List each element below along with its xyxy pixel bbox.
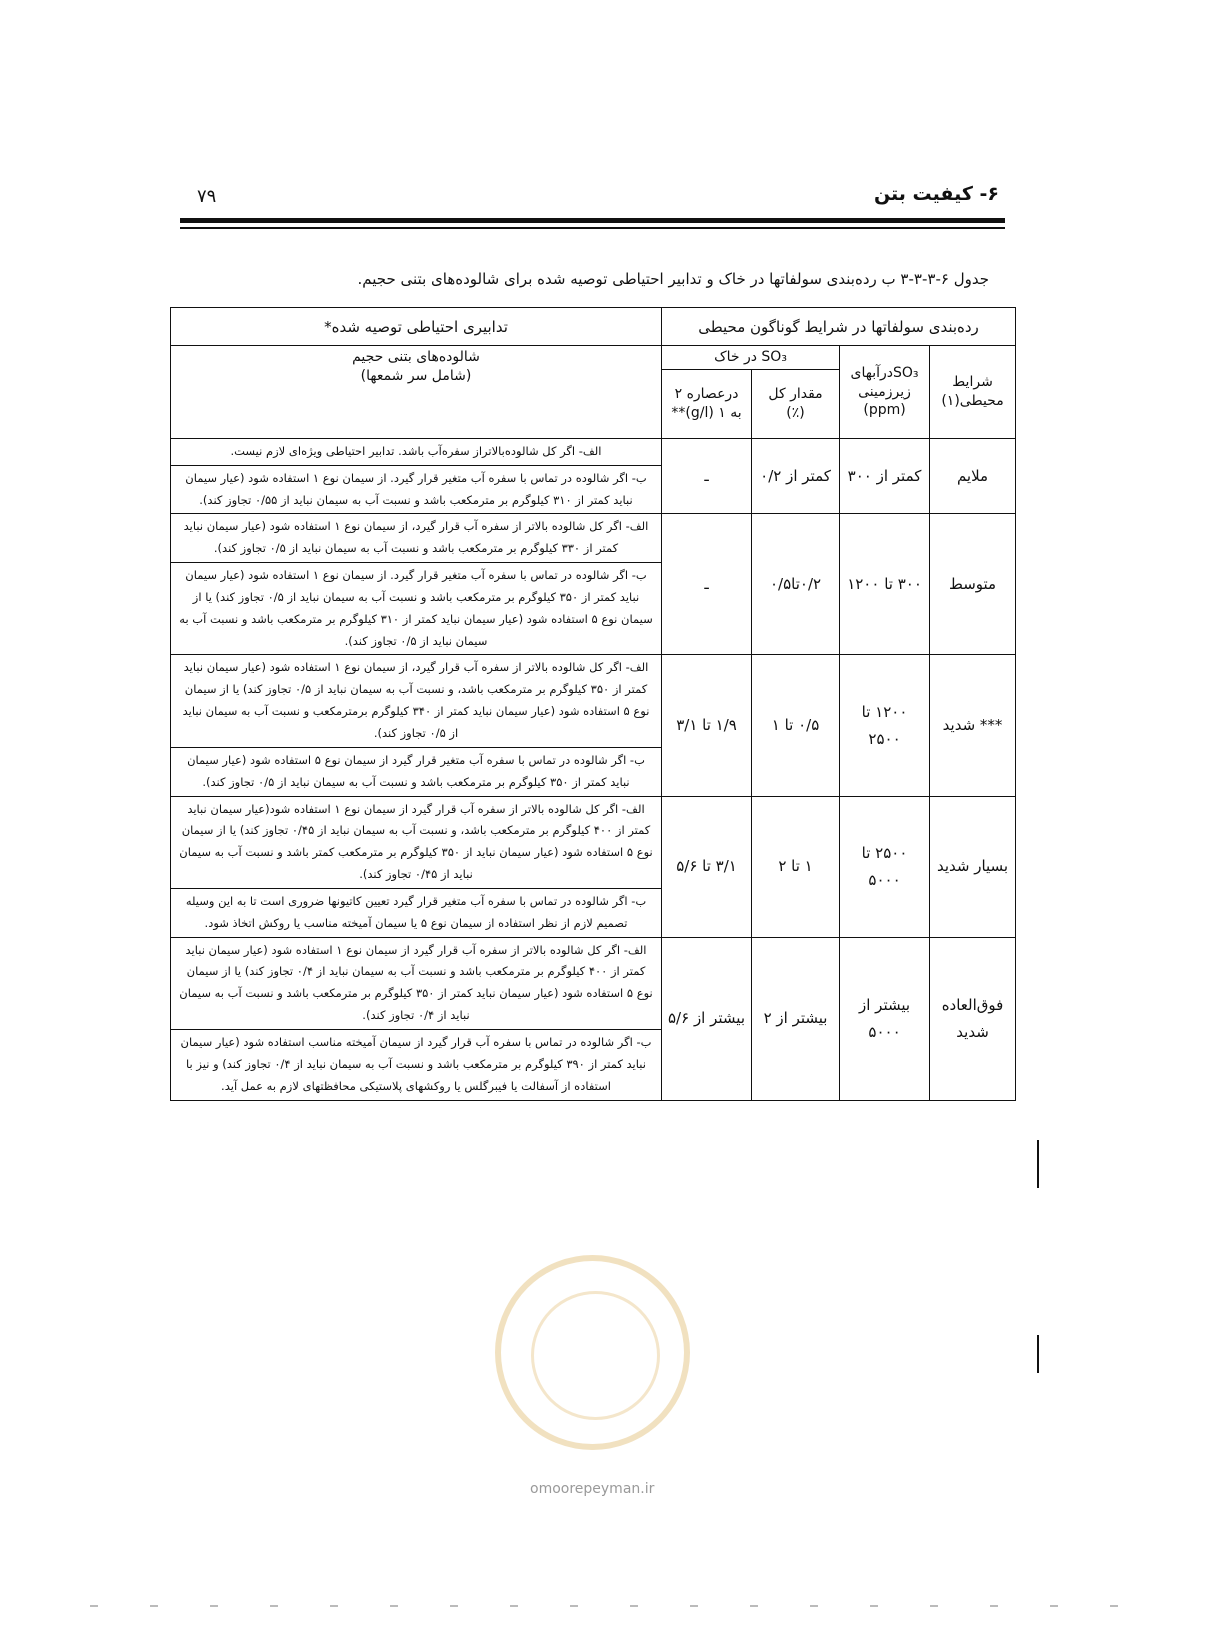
- margin-mark-1: [1037, 1140, 1039, 1188]
- row-4-groundwater: ۲۵۰۰ تا ۵۰۰۰: [840, 796, 930, 937]
- col-conditions: شرایط محیطی(۱): [930, 346, 1016, 439]
- row-4-total: ۱ تا ۲: [752, 796, 840, 937]
- row-2-condition: متوسط: [930, 514, 1016, 655]
- header-precautions: تدابیری احتیاطی توصیه شده*: [171, 308, 662, 346]
- row-2-total: ۰/۲تا۰/۵: [752, 514, 840, 655]
- row-1-extract: ـ: [662, 438, 752, 514]
- page-number: ۷۹: [197, 186, 217, 207]
- row-5-precaution-a: الف- اگر کل شالوده بالاتر از سفره آب قرار گیرد از سیمان نوع ۱ استفاده شود (عیار سیمان نباید کمتر از ۴۰۰ کیلوگرم بر مترمکعب باشد و نسبت آب به سیمان نباید از ۰/۴ تجاوز کند) یا از سیمان نوع ۵ استفاده شود (عیار سیمان نباید کمتر از ۳۵۰ کیلوگرم بر مترمکعب باشد و نسبت آب به سیمان نباید از ۰/۴ تجاوز کند).: [171, 937, 662, 1029]
- row-5-total: بیشتر از ۲: [752, 937, 840, 1100]
- row-2-precaution-b: ب- اگر شالوده در تماس با سفره آب متغیر قرار گیرد. از سیمان نوع ۱ استفاده شود (عیار سیمان نباید کمتر از ۳۵۰ کیلوگرم بر مترمکعب باشد و نسبت آب به سیمان نباید از ۰/۵ تجاوز کند) یا از سیمان نوع ۵ استفاده شود (عیار سیمان نباید کمتر از ۳۱۰ کیلوگرم بر مترمکعب باشد و نسبت آب به سیمان نباید از ۰/۵ تجاوز کند).: [171, 563, 662, 655]
- row-4-precaution-b: ب- اگر شالوده در تماس با سفره آب متغیر قرار گیرد تعیین کاتیونها ضروری است تا به این وسیله تصمیم لازم از نظر استفاده از سیمان نوع ۵ یا سیمان آمیخته مناسب یا روکش اتخاذ شود.: [171, 888, 662, 937]
- col-total: مقدار کل (٪): [752, 369, 840, 438]
- row-2-extract: ـ: [662, 514, 752, 655]
- row-4-precaution-a: الف- اگر کل شالوده بالاتر از سفره آب قرار گیرد از سیمان نوع ۱ استفاده شود(عیار سیمان نباید کمتر از ۴۰۰ کیلوگرم بر مترمکعب باشد، و نسبت آب به سیمان نباید از ۰/۴۵ تجاوز کند) یا از سیمان نوع ۵ استفاده شود (عیار سیمان نباید از ۳۵۰ کیلوگرم بر مترمکعب کمتر باشد و نسبت آب به سیمان نباید از ۰/۴۵ تجاوز کند).: [171, 796, 662, 888]
- row-2-groundwater: ۳۰۰ تا ۱۲۰۰: [840, 514, 930, 655]
- row-3-precaution-a: الف- اگر کل شالوده بالاتر از سفره آب قرار گیرد، از سیمان نوع ۱ استفاده شود (عیار سیمان نباید کمتر از ۳۵۰ کیلوگرم بر مترمکعب باشد، و نسبت آب به سیمان نباید از ۰/۵ تجاوز کند) یا از سیمان نوع ۵ استفاده شود (عیار سیمان نباید کمتر از ۳۴۰ کیلوگرم برمترمکعب و نسبت آب به سیمان نباید از ۰/۵ تجاوز کند).: [171, 655, 662, 747]
- row-5-groundwater: بیشتر از ۵۰۰۰: [840, 937, 930, 1100]
- scan-noise: [90, 1605, 1140, 1607]
- watermark-url: omoorepeyman.ir: [530, 1481, 655, 1497]
- row-3-groundwater: ۱۲۰۰ تا ۲۵۰۰: [840, 655, 930, 796]
- watermark-seal: [495, 1255, 690, 1450]
- row-5-condition: فوق‌العاده شدید: [930, 937, 1016, 1100]
- row-3-extract: ۱/۹ تا ۳/۱: [662, 655, 752, 796]
- margin-mark-2: [1037, 1335, 1039, 1373]
- row-1-total: کمتر از ۰/۲: [752, 438, 840, 514]
- table-caption: جدول ۶-۳-۳-۳ ب رده‌بندی سولفاتها در خاک و تدابیر احتیاطی توصیه شده برای شالوده‌های بتنی حجیم.: [357, 270, 989, 288]
- col-footings-title: شالوده‌های بتنی حجیم: [352, 349, 480, 365]
- row-5-extract: بیشتر از ۵/۶: [662, 937, 752, 1100]
- row-1-precaution-a: الف- اگر کل شالوده‌بالاتراز سفره‌آب باشد. تدابیر احتیاطی ویژه‌ای لازم نیست.: [171, 438, 662, 465]
- header-rule-thick: [180, 218, 1005, 223]
- col-footings: [171, 346, 662, 439]
- sulfate-table: [170, 307, 1016, 1101]
- row-1-condition: ملایم: [930, 438, 1016, 514]
- row-5-precaution-b: ب- اگر شالوده در تماس با سفره آب قرار گیرد از سیمان آمیخته مناسب استفاده شود (عیار سیمان نباید کمتر از ۳۹۰ کیلوگرم بر مترمکعب باشد و نسبت آب به سیمان نباید از ۰/۴ تجاوز کند) و نیز با استفاده از آسفالت یا فیبرگلس یا روکشهای پلاستیکی محافظتهای لازم به عمل آید.: [171, 1029, 662, 1100]
- row-3-precaution-b: ب- اگر شالوده در تماس با سفره آب متغیر قرار گیرد از سیمان نوع ۵ استفاده شود (عیار سیمان نباید کمتر از ۳۵۰ کیلوگرم بر مترمکعب باشد و نسبت آب به سیمان نباید از ۰/۵ تجاوز کند).: [171, 747, 662, 796]
- row-3-total: ۰/۵ تا ۱: [752, 655, 840, 796]
- col-extract: درعصاره ۲ به ۱ (g/l)**: [662, 369, 752, 438]
- col-groundwater: SO₃درآبهای زیرزمینی (ppm): [840, 346, 930, 439]
- row-2-precaution-a: الف- اگر کل شالوده بالاتر از سفره آب قرار گیرد، از سیمان نوع ۱ استفاده شود (عیار سیمان نباید کمتر از ۳۳۰ کیلوگرم بر مترمکعب باشد و نسبت آب به سیمان نباید از ۰/۵ تجاوز کند).: [171, 514, 662, 563]
- row-4-extract: ۳/۱ تا ۵/۶: [662, 796, 752, 937]
- header-rule-thin: [180, 227, 1005, 229]
- col-soil: SO₃ در خاک: [662, 346, 840, 370]
- row-3-condition: *** شدید: [930, 655, 1016, 796]
- row-1-groundwater: کمتر از ۳۰۰: [840, 438, 930, 514]
- col-footings-subtitle: (شامل سر شمعها): [360, 367, 472, 384]
- chapter-title: ۶- کیفیت بتن: [873, 183, 999, 205]
- watermark-seal-inner: [531, 1291, 660, 1420]
- header-classification: رده‌بندی سولفاتها در شرایط گوناگون محیطی: [662, 308, 1016, 346]
- row-1-precaution-b: ب- اگر شالوده در تماس با سفره آب متغیر قرار گیرد. از سیمان نوع ۱ استفاده شود (عیار سیمان نباید کمتر از ۳۱۰ کیلوگرم بر مترمکعب باشد و نسبت آب به سیمان نباید از ۰/۵۵ تجاوز کند).: [171, 465, 662, 514]
- row-4-condition: بسیار شدید: [930, 796, 1016, 937]
